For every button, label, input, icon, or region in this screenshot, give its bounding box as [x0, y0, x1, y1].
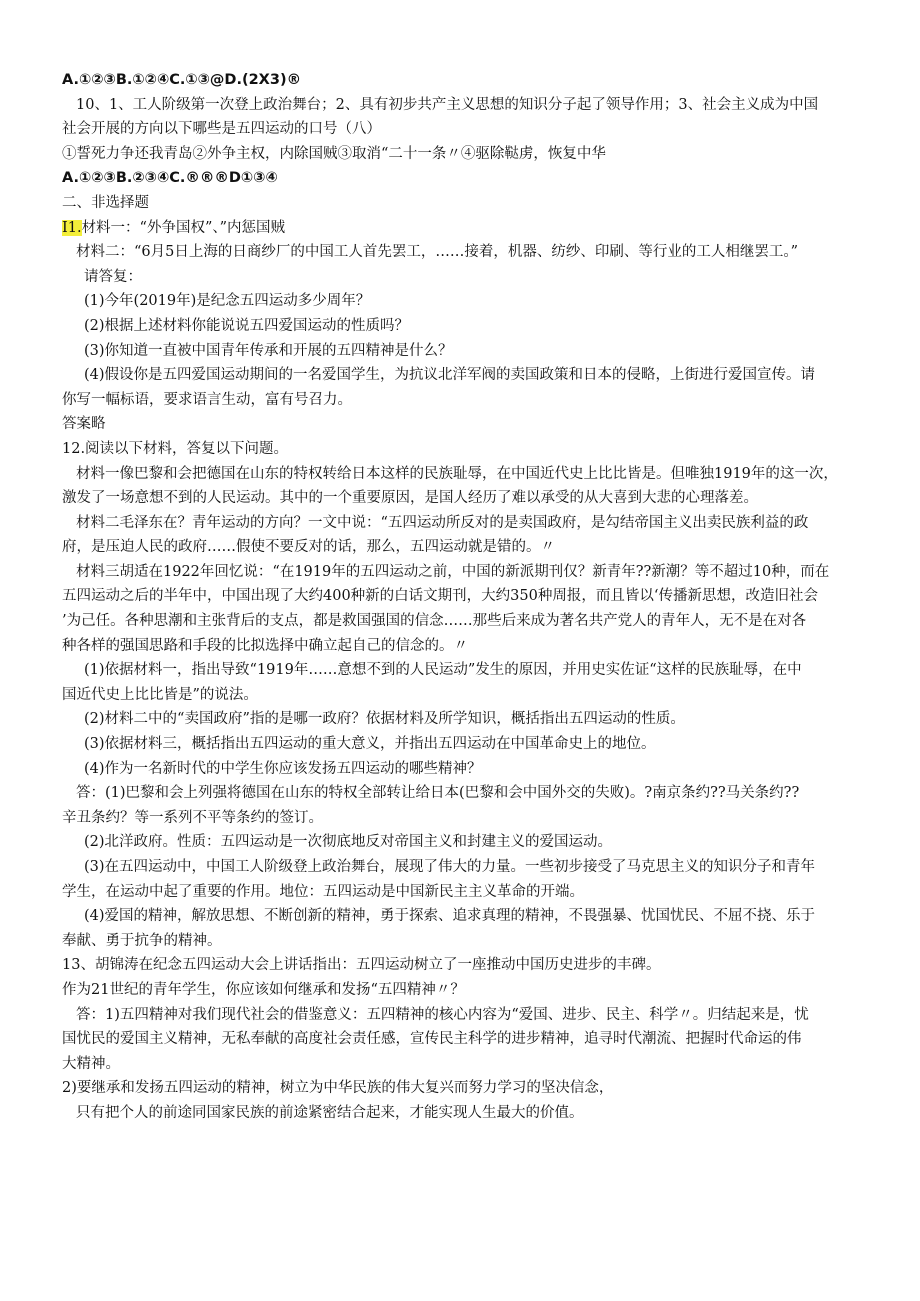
text-line: [62, 339, 858, 364]
text-line: [62, 191, 858, 216]
text-line: [62, 732, 858, 757]
text-line: [62, 609, 858, 634]
text-line: [62, 216, 858, 241]
line-text: (4)假设你是五四爱国运动期间的一名爱国学生，为抗议北洋军阀的卖国政策和日本的侵略，上街进行爱国宣传。请: [84, 367, 816, 384]
line-text: (3)你知道一直被中国青年传承和开展的五四精神是什么？: [84, 342, 453, 359]
text-line: [62, 388, 858, 413]
line-text: (2)根据上述材料你能说说五四爱国运动的性质吗？: [84, 317, 410, 334]
text-line: [62, 462, 858, 487]
text-line: [62, 117, 858, 142]
line-text: 材料三胡适在1922年回忆说：“在1919年的五四运动之前，中国的新派期刊仅？新青年??新潮？等不超过10种，而在: [76, 563, 830, 580]
line-text: 学生，在运动中起了重要的作用。地位：五四运动是中国新民主主义革命的开端。: [62, 883, 584, 900]
line-text: (3)在五四运动中，中国工人阶级登上政治舞台，展现了伟大的力量。一些初步接受了马克思主义的知识分子和青年: [84, 859, 816, 875]
line-text: 材料一像巴黎和会把德国在山东的特权转给日本这样的民族耻辱，在中国近代史上比比皆是。但唯独1919年的这一次，: [76, 465, 838, 482]
line-text: A.①②③B.①②④C.①③@D.(2X3)®: [62, 72, 302, 88]
line-text: (2)材料二中的“卖国政府”指的是哪一政府？依据材料及所学知识，概括指出五四运动的性质。: [84, 711, 685, 728]
text-line: [62, 880, 858, 905]
text-line: [62, 289, 858, 314]
line-text: 辛丑条约？等一系列不平等条约的签订。: [62, 809, 323, 826]
text-line: [62, 978, 858, 1003]
line-text: 大精神。: [62, 1055, 120, 1072]
line-text: 12.阅读以下材料，答复以下问题。: [62, 440, 289, 457]
line-text: 材料一：“外争国权”、”内惩国贼: [81, 219, 286, 236]
text-line: [62, 412, 858, 437]
text-line: [62, 683, 858, 708]
text-line: [62, 904, 858, 929]
line-text: (4)作为一名新时代的中学生你应该发扬五四运动的哪些精神？: [84, 760, 482, 777]
line-text: 13、胡锦涛在纪念五四运动大会上讲话指出：五四运动树立了一座推动中国历史进步的丰碑。: [62, 957, 661, 974]
text-line: [62, 437, 858, 462]
line-text: 材料二：“6月5日上海的日商纱厂的中国工人首先罢工，……接着，机器、纺纱、印刷、等行业的工人相继罢工。”: [76, 244, 799, 261]
text-line: [62, 781, 858, 806]
line-text: 国近代史上比比皆是”的说法。: [62, 686, 258, 703]
text-line: [62, 142, 858, 167]
line-text: ①誓死力争还我青岛②外争主权，内除国贼③取消“二十一条〃④驱除鞑虏，恢复中华: [62, 145, 606, 162]
text-line: [62, 363, 858, 388]
line-text: 激发了一场意想不到的人民运动。其中的一个重要原因，是国人经历了难以承受的从大喜到大悲的心理落差。: [62, 490, 758, 507]
line-text: 答案略: [62, 416, 106, 433]
line-text: 只有把个人的前途同国家民族的前途紧密结合起来，才能实现人生最大的价值。: [76, 1104, 584, 1121]
line-text: 种各样的强国思路和手段的比拟选择中确立起自己的信念的。〃: [62, 637, 468, 654]
text-line: [62, 486, 858, 511]
text-line: [62, 929, 858, 954]
text-line: [62, 658, 858, 683]
text-line: [62, 855, 858, 880]
text-line: [62, 314, 858, 339]
text-line: [62, 240, 858, 265]
text-line: [62, 1101, 858, 1126]
question-number-highlight: I1.: [62, 219, 82, 236]
line-text: 奉献、勇于抗争的精神。: [62, 932, 222, 949]
line-text: 答：(1)巴黎和会上列强将德国在山东的特权全部转让给日本(巴黎和会中国外交的失败)。?南京条约??马关条约??: [76, 785, 800, 802]
text-line: [62, 166, 858, 191]
text-line: [62, 68, 858, 93]
line-text: (1)依据材料一，指出导致“1919年……意想不到的人民运动”发生的原因，并用史实佐证“这样的民族耻辱，在中: [84, 662, 802, 679]
text-line: [62, 953, 858, 978]
line-text: 10、1、工人阶级第一次登上政治舞台；2、具有初步共产主义思想的知识分子起了领导作用；3、社会主义成为中国: [76, 96, 819, 113]
line-text: (2)北洋政府。性质：五四运动是一次彻底地反对帝国主义和封建主义的爱国运动。: [84, 834, 613, 851]
text-line: [62, 830, 858, 855]
text-line: [62, 634, 858, 659]
text-line: [62, 1076, 858, 1101]
line-text: 答：1)五四精神对我们现代社会的借鉴意义：五四精神的核心内容为“爱国、进步、民主、科学〃。归结起来是，忧: [76, 1006, 809, 1023]
line-text: 作为21世纪的青年学生，你应该如何继承和发扬“五四精神〃？: [62, 981, 465, 998]
text-line: [62, 265, 858, 290]
text-line: [62, 1027, 858, 1052]
line-text: ’为己任。各种思潮和主张背后的支点，都是救国强国的信念……那些后来成为著名共产党人的青年人，无不是在对各: [62, 613, 807, 630]
line-text: 社会开展的方向以下哪些是五四运动的口号（八）: [62, 121, 381, 138]
line-text: 你写一幅标语，要求语言生动，富有号召力。: [62, 391, 352, 408]
line-text: 材料二毛泽东在？青年运动的方向？一文中说：“五四运动所反对的是卖国政府，是勾结帝国主义出卖民族利益的政: [76, 514, 809, 531]
text-line: [62, 707, 858, 732]
text-line: [62, 560, 858, 585]
line-text: 2)要继承和发扬五四运动的精神，树立为中华民族的伟大复兴而努力学习的坚决信念，: [62, 1080, 614, 1097]
line-text: (1)今年(2019年)是纪念五四运动多少周年？: [84, 293, 371, 310]
text-line: [62, 93, 858, 118]
text-line: [62, 806, 858, 831]
text-line: [62, 535, 858, 560]
text-line: [62, 511, 858, 536]
text-line: [62, 757, 858, 782]
text-line: [62, 584, 858, 609]
line-text: 府，是压迫人民的政府……假使不要反对的话，那么，五四运动就是错的。〃: [62, 539, 555, 556]
line-text: 请答复：: [84, 268, 142, 285]
text-line: [62, 1052, 858, 1077]
line-text: A.①②③B.②③④C.®®®D①③④: [62, 170, 278, 187]
text-line: [62, 1003, 858, 1028]
line-text: 国忧民的爱国主义精神，无私奉献的高度社会责任感，宣传民主科学的进步精神，追寻时代潮流、把握时代命运的伟: [62, 1031, 802, 1048]
line-text: 五四运动之后的半年中，中国出现了大约400种新的白话文期刊，大约350种周报，而且皆以‘传播新思想，改造旧社会: [62, 588, 818, 605]
line-text: (3)依据材料三，概括指出五四运动的重大意义，并指出五四运动在中国革命史上的地位。: [84, 736, 656, 753]
line-text: (4)爱国的精神，解放思想、不断创新的精神，勇于探索、追求真理的精神，不畏强暴、忧国忧民、不屈不挠、乐于: [84, 908, 816, 925]
line-text: 二、非选择题: [62, 194, 149, 211]
